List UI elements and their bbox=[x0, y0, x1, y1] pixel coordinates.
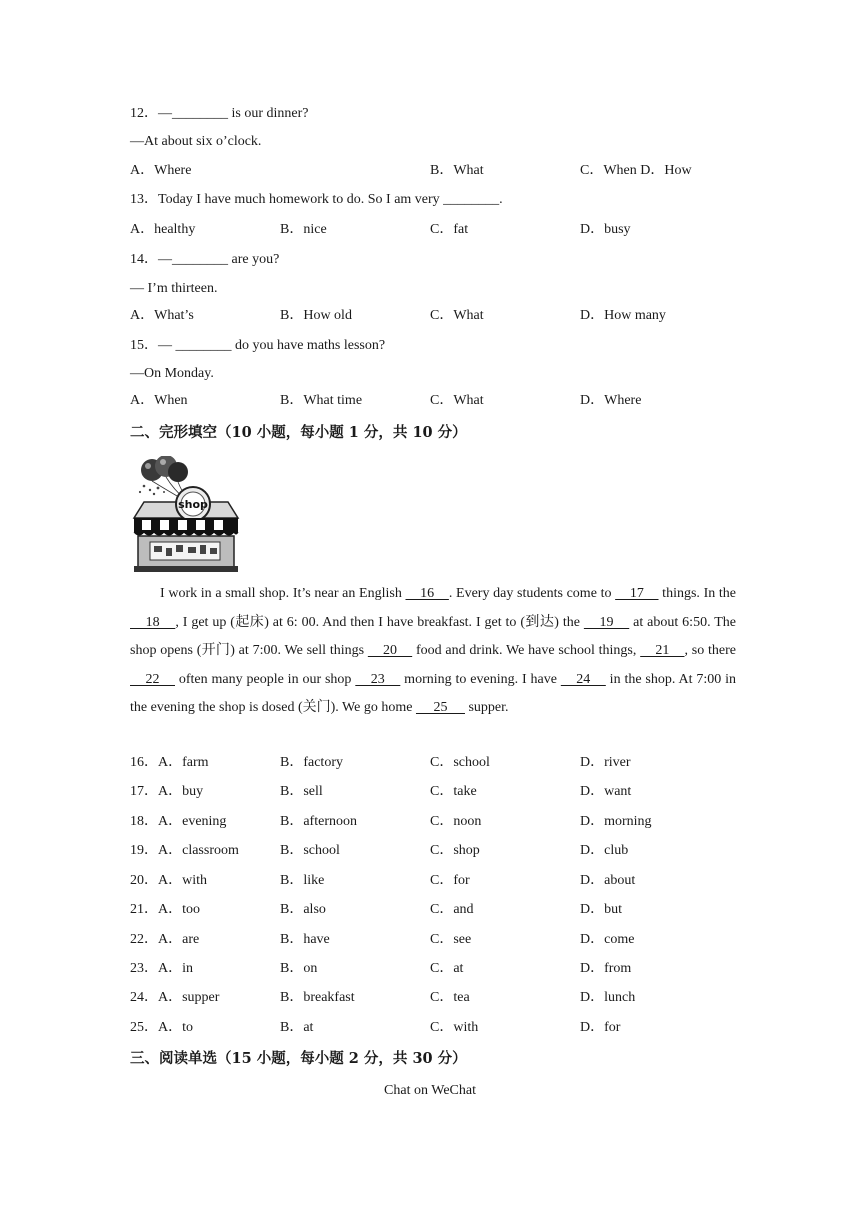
blank-24: 24 bbox=[560, 671, 606, 687]
option-d: D．from bbox=[580, 961, 632, 976]
question-15-options bbox=[130, 392, 770, 410]
option-d: D．come bbox=[580, 932, 635, 947]
option-d: D．busy bbox=[580, 222, 631, 237]
question-18-options bbox=[130, 813, 770, 831]
passage-text: , so there bbox=[684, 643, 737, 659]
option-d: D．club bbox=[580, 843, 629, 858]
passage-text: . Every day students come to bbox=[448, 586, 616, 601]
blank-23: 23 bbox=[355, 671, 401, 687]
option-a: 16．A．farm bbox=[130, 755, 209, 770]
option-c-d: C．When D．How bbox=[580, 163, 692, 178]
option-c: C．see bbox=[430, 932, 472, 947]
option-a: 25．A．to bbox=[130, 1020, 193, 1035]
shop-illustration bbox=[130, 456, 240, 574]
option-d: D．morning bbox=[580, 814, 652, 829]
question-15-reply: —On Monday. bbox=[130, 366, 214, 381]
option-b: B．breakfast bbox=[280, 990, 355, 1005]
option-a: A．When bbox=[130, 393, 188, 408]
option-d: D．want bbox=[580, 784, 632, 799]
passage-text: in the shop. At 7:00 in the evening the shop is dosed (关门). We go home bbox=[130, 671, 737, 716]
blank-19: 19 bbox=[583, 614, 630, 630]
option-c: C．school bbox=[430, 755, 490, 770]
passage-text: supper. bbox=[464, 700, 509, 716]
option-b: B．nice bbox=[280, 222, 327, 237]
option-b: B．on bbox=[280, 961, 318, 976]
option-b: B．How old bbox=[280, 308, 352, 323]
reading-subtitle: Chat on WeChat bbox=[384, 1083, 476, 1098]
option-a: 19．A．classroom bbox=[130, 843, 239, 858]
blank-20: 20 bbox=[367, 643, 413, 659]
question-13-stem: 13．Today I have much homework to do. So I am very ________. bbox=[130, 192, 503, 207]
question-12-reply: —At about six o’clock. bbox=[130, 134, 262, 149]
option-b: B．have bbox=[280, 932, 330, 947]
cloze-passage bbox=[130, 580, 736, 723]
passage-text: food and drink. We have school things, bbox=[412, 643, 641, 659]
option-b: B．afternoon bbox=[280, 814, 357, 829]
passage-text: I work in a small shop. It’s near an English bbox=[160, 586, 406, 601]
option-c: C．noon bbox=[430, 814, 482, 829]
question-25-options bbox=[130, 1019, 770, 1037]
option-c: C．take bbox=[430, 784, 477, 799]
question-12-stem: 12．—________ is our dinner? bbox=[130, 106, 309, 121]
option-a: 18．A．evening bbox=[130, 814, 227, 829]
option-d: D．river bbox=[580, 755, 631, 770]
blank-21: 21 bbox=[640, 643, 685, 659]
shop-sign-icon bbox=[176, 487, 210, 521]
blank-25: 25 bbox=[415, 700, 465, 716]
option-a: 22．A．are bbox=[130, 932, 200, 947]
question-21-options bbox=[130, 901, 770, 919]
blank-18: 18 bbox=[130, 614, 176, 630]
option-b: B．What time bbox=[280, 393, 363, 408]
option-c: C．What bbox=[430, 308, 484, 323]
option-b: B．sell bbox=[280, 784, 323, 799]
option-d: D．Where bbox=[580, 393, 642, 408]
option-c: C．at bbox=[430, 961, 464, 976]
question-22-options bbox=[130, 931, 770, 949]
option-b: B．school bbox=[280, 843, 340, 858]
option-a: A．What’s bbox=[130, 308, 194, 323]
question-13-options bbox=[130, 221, 770, 239]
question-14-options bbox=[130, 307, 770, 325]
option-c: C．tea bbox=[430, 990, 470, 1005]
option-d: D．about bbox=[580, 873, 636, 888]
blank-22: 22 bbox=[130, 671, 175, 687]
question-23-options bbox=[130, 960, 770, 978]
option-a: 23．A．in bbox=[130, 961, 193, 976]
option-a: A．Where bbox=[130, 163, 192, 178]
option-b: B．What bbox=[430, 163, 484, 178]
option-c: C．fat bbox=[430, 222, 469, 237]
option-d: D．lunch bbox=[580, 990, 636, 1005]
passage-text: things. In the bbox=[658, 586, 737, 601]
option-d: D．but bbox=[580, 902, 622, 917]
option-c: C．with bbox=[430, 1020, 479, 1035]
question-17-options bbox=[130, 783, 770, 801]
option-b: B．also bbox=[280, 902, 326, 917]
section-3-heading: 三、阅读单选（15 小题，每小题 2 分，共 30 分） bbox=[130, 1050, 467, 1067]
shop-sign-label: shop bbox=[178, 498, 208, 511]
question-19-options bbox=[130, 842, 770, 860]
question-15-stem: 15．— ________ do you have maths lesson? bbox=[130, 338, 386, 353]
passage-text: at about 6:50. The shop opens (开门) at 7:00. We sell things bbox=[130, 614, 736, 659]
question-20-options bbox=[130, 872, 770, 890]
option-d: D．for bbox=[580, 1020, 621, 1035]
option-b: B．at bbox=[280, 1020, 314, 1035]
question-14-stem: 14．—________ are you? bbox=[130, 252, 280, 267]
option-c: C．What bbox=[430, 393, 484, 408]
option-a: 17．A．buy bbox=[130, 784, 204, 799]
option-a: A．healthy bbox=[130, 222, 196, 237]
question-14-reply: — I’m thirteen. bbox=[130, 281, 218, 296]
option-a: 20．A．with bbox=[130, 873, 207, 888]
option-c: C．and bbox=[430, 902, 474, 917]
option-a: 21．A．too bbox=[130, 902, 200, 917]
option-b: B．like bbox=[280, 873, 325, 888]
question-24-options bbox=[130, 989, 770, 1007]
passage-text: , I get up (起床) at 6: 00. And then I have breakfast. I get to (到达) the bbox=[175, 614, 584, 630]
option-c: C．shop bbox=[430, 843, 480, 858]
passage-text: morning to evening. I have bbox=[400, 671, 561, 687]
question-12-options bbox=[130, 162, 770, 180]
option-d: D．How many bbox=[580, 308, 666, 323]
question-16-options bbox=[130, 754, 770, 772]
option-c: C．for bbox=[430, 873, 470, 888]
option-b: B．factory bbox=[280, 755, 343, 770]
passage-text: often many people in our shop bbox=[175, 671, 356, 687]
blank-16: 16 bbox=[405, 586, 449, 601]
section-2-heading: 二、完形填空（10 小题，每小题 1 分，共 10 分） bbox=[130, 424, 467, 441]
blank-17: 17 bbox=[615, 586, 659, 601]
option-a: 24．A．supper bbox=[130, 990, 220, 1005]
